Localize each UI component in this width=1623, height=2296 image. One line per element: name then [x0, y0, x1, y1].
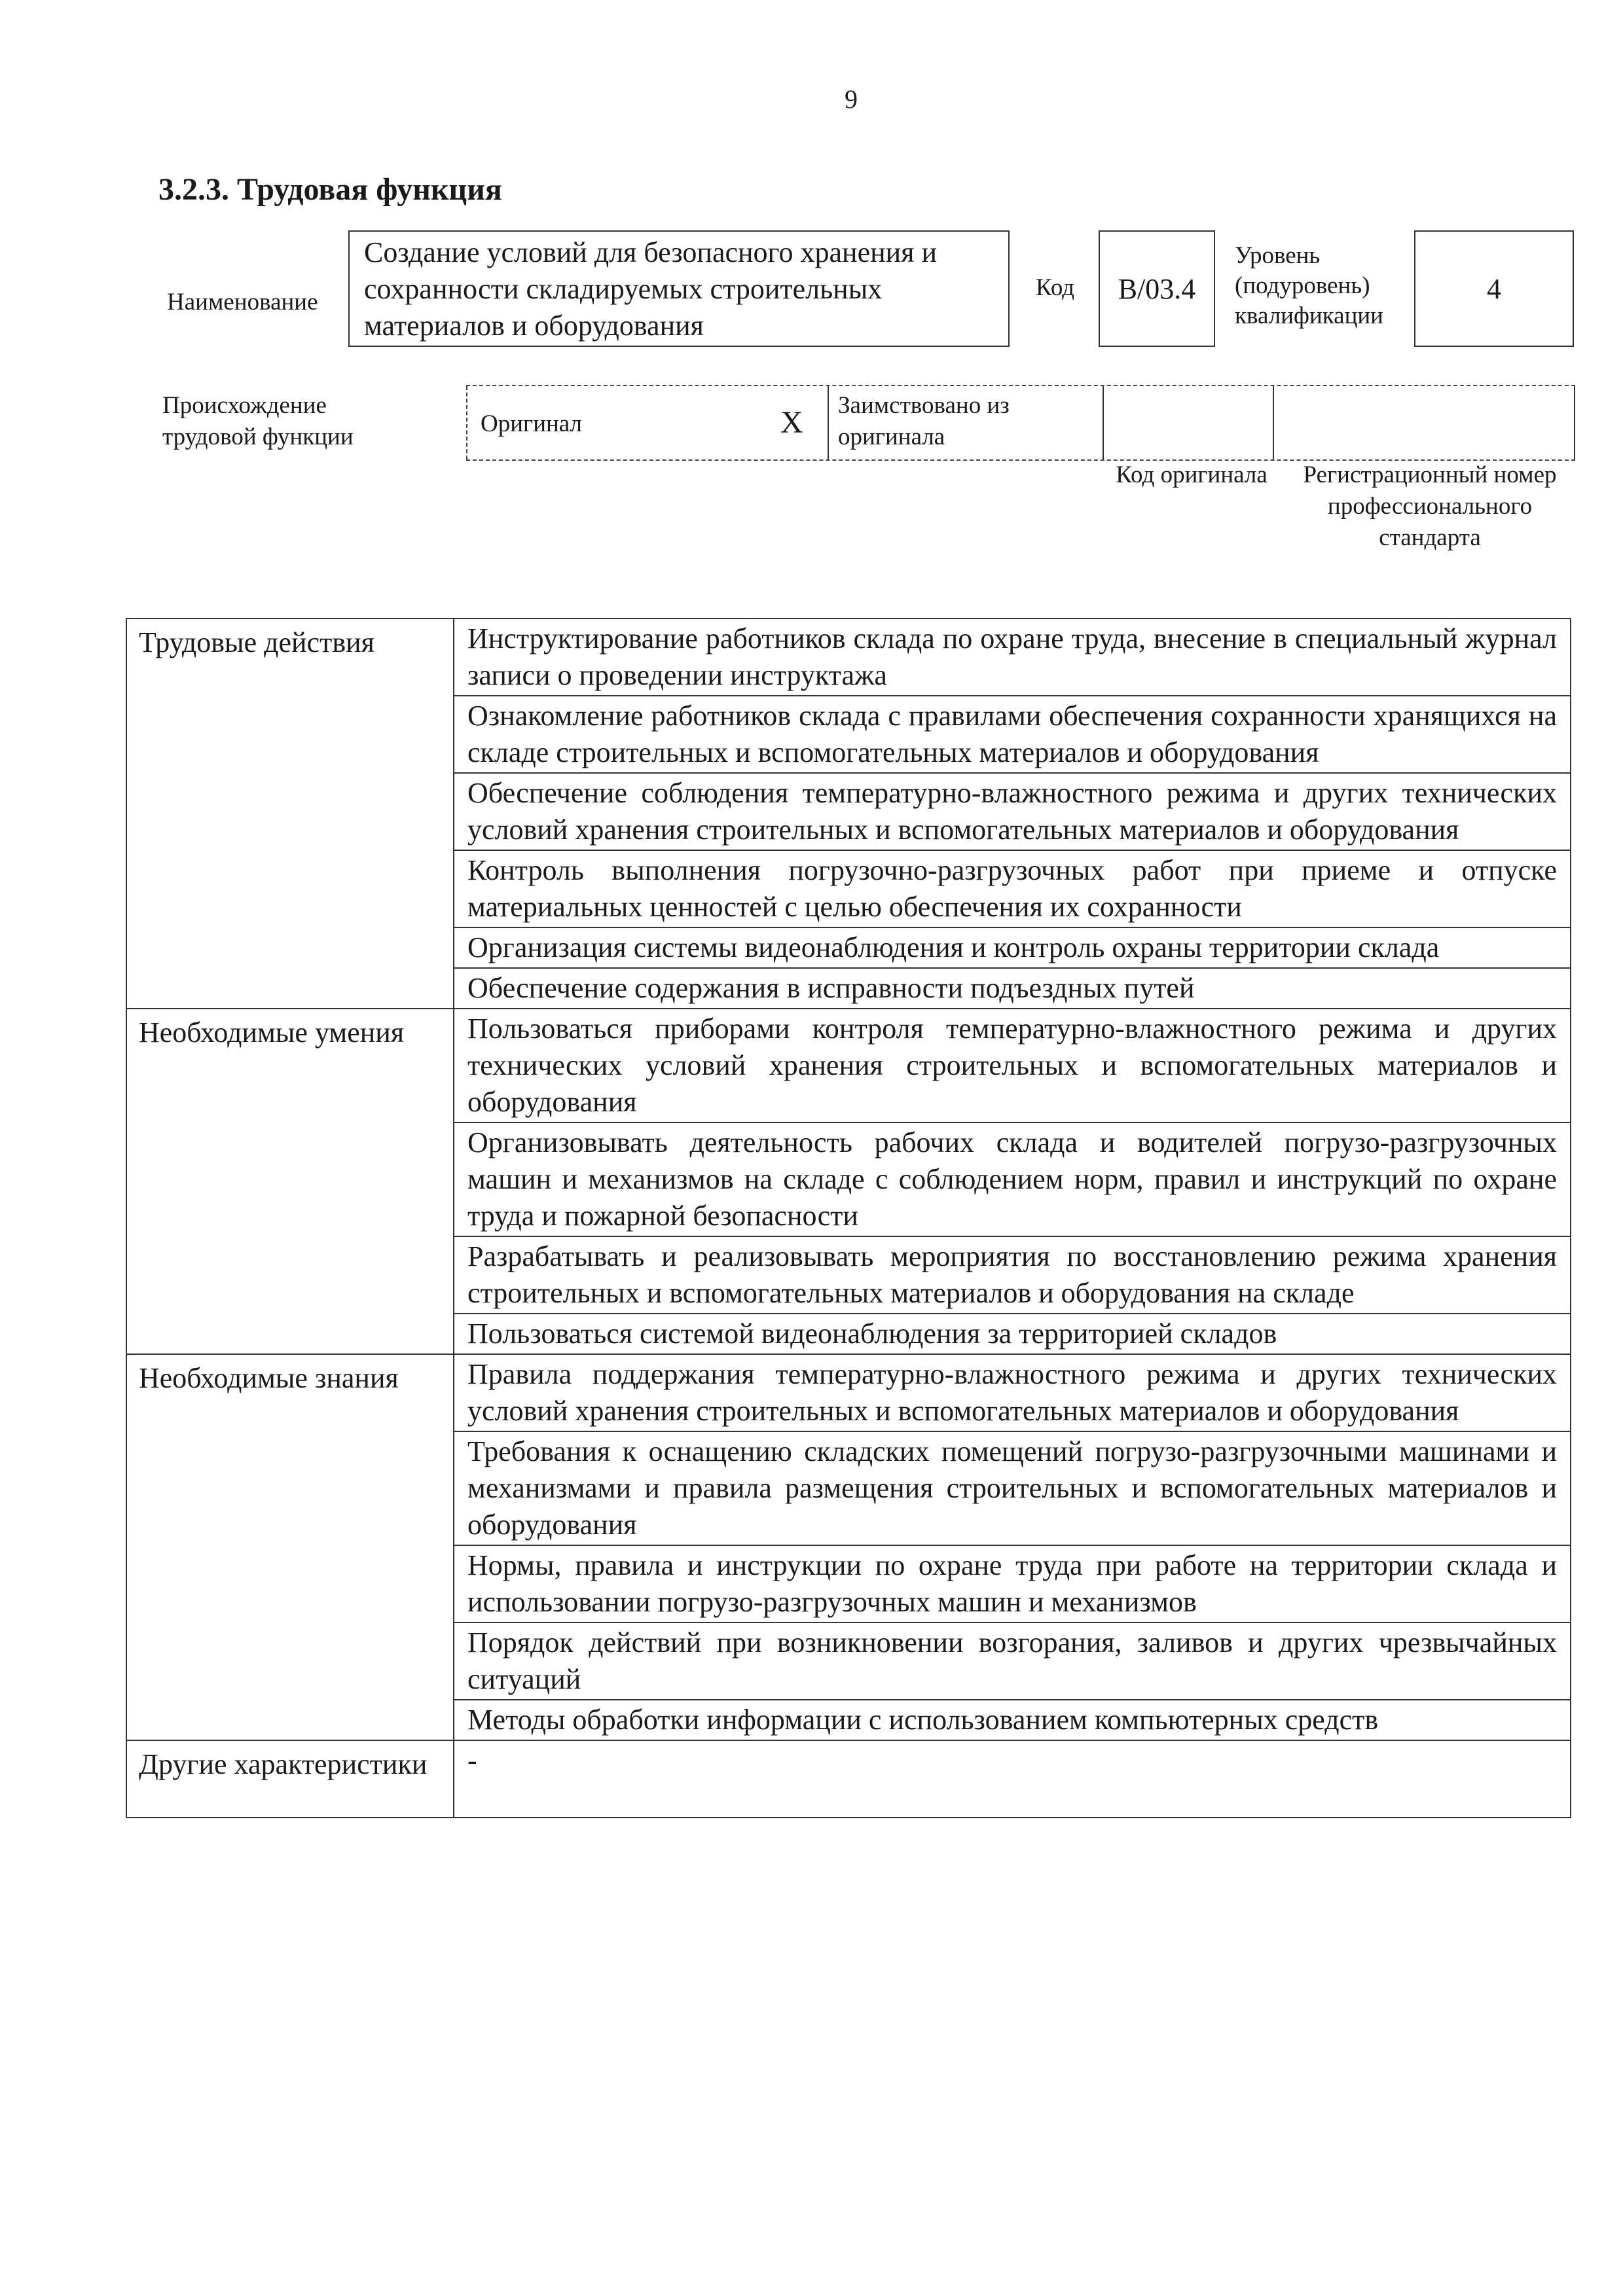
table-cell: Обеспечение содержания в исправности подъездных путей — [454, 968, 1571, 1009]
origin-code-cell — [1103, 386, 1273, 459]
origin-reg-cell — [1273, 386, 1575, 459]
table-row — [126, 1354, 1571, 1431]
name-value: Создание условий для безопасного хранения и сохранности складируемых строительных материалов и оборудования — [348, 230, 1010, 347]
table-row — [126, 619, 1571, 696]
level-value: 4 — [1414, 230, 1574, 347]
origin-original-text: Оригинал — [481, 410, 583, 437]
table-row — [126, 1009, 1571, 1122]
table-cell: Организовывать деятельность рабочих склада и водителей погрузо-разгрузочных машин и механизмов на складе с соблюдением норм, правил и инструкций по охране труда и пожарной безопасности — [454, 1122, 1571, 1236]
table-cell: Порядок действий при возникновении возгорания, заливов и других чрезвычайных ситуаций — [454, 1623, 1571, 1700]
section-heading: 3.2.3. Трудовая функция — [158, 172, 502, 207]
table-cell: Обеспечение соблюдения температурно-влажностного режима и других технических условий хранения строительных и вспомогательных материалов и оборудования — [454, 773, 1571, 850]
function-table — [126, 618, 1571, 1818]
code-value: B/03.4 — [1099, 230, 1215, 347]
table-cell: Требования к оснащению складских помещений погрузо-разгрузочными машинами и механизмами и правила размещения строительных и вспомогательных материалов и оборудования — [454, 1431, 1571, 1545]
section-label-knowledge: Необходимые знания — [126, 1354, 454, 1740]
table-cell: Организация системы видеонаблюдения и контроль охраны территории склада — [454, 927, 1571, 968]
section-label-actions: Трудовые действия — [126, 619, 454, 1009]
table-cell: - — [454, 1740, 1571, 1818]
origin-reg-caption: Регистрационный номер профессионального стандарта — [1303, 461, 1557, 551]
origin-label: Происхождение трудовой функции — [162, 392, 354, 450]
origin-original-cell — [466, 386, 828, 459]
page-number: 9 — [845, 84, 858, 114]
table-cell: Разрабатывать и реализовывать мероприятия по восстановлению режима хранения строительных и вспомогательных материалов и оборудования на складе — [454, 1236, 1571, 1314]
table-cell: Пользоваться приборами контроля температурно-влажностного режима и других технических условий хранения строительных и вспомогательных материалов и оборудования — [454, 1009, 1571, 1122]
origin-borrowed-text: Заимствовано из оригинала — [838, 392, 1010, 450]
table-cell: Пользоваться системой видеонаблюдения за территорией складов — [454, 1314, 1571, 1354]
table-cell: Правила поддержания температурно-влажностного режима и других технических условий хранения строительных и вспомогательных материалов и оборудования — [454, 1354, 1571, 1431]
name-label: Наименование — [167, 289, 318, 315]
table-cell: Инструктирование работников склада по охране труда, внесение в специальный журнал записи о проведении инструктажа — [454, 619, 1571, 696]
table-cell: Ознакомление работников склада с правилами обеспечения сохранности хранящихся на складе строительных и вспомогательных материалов и оборудования — [454, 696, 1571, 773]
level-label: Уровень (подуровень) квалификации — [1235, 242, 1383, 329]
origin-code-caption: Код оригинала — [1116, 461, 1267, 488]
table-cell: Методы обработки информации с использованием компьютерных средств — [454, 1700, 1571, 1740]
section-label-other: Другие характеристики — [126, 1740, 454, 1818]
origin-mark: X — [780, 405, 803, 440]
origin-table — [466, 385, 1575, 461]
section-label-skills: Необходимые умения — [126, 1009, 454, 1354]
table-row — [126, 1740, 1571, 1818]
code-label: Код — [1036, 274, 1075, 301]
table-cell: Нормы, правила и инструкции по охране труда при работе на территории склада и использовании погрузо-разгрузочных машин и механизмов — [454, 1545, 1571, 1623]
table-cell: Контроль выполнения погрузочно-разгрузочных работ при приеме и отпуске материальных ценностей с целью обеспечения их сохранности — [454, 850, 1571, 927]
origin-borrowed-cell — [828, 386, 1103, 459]
